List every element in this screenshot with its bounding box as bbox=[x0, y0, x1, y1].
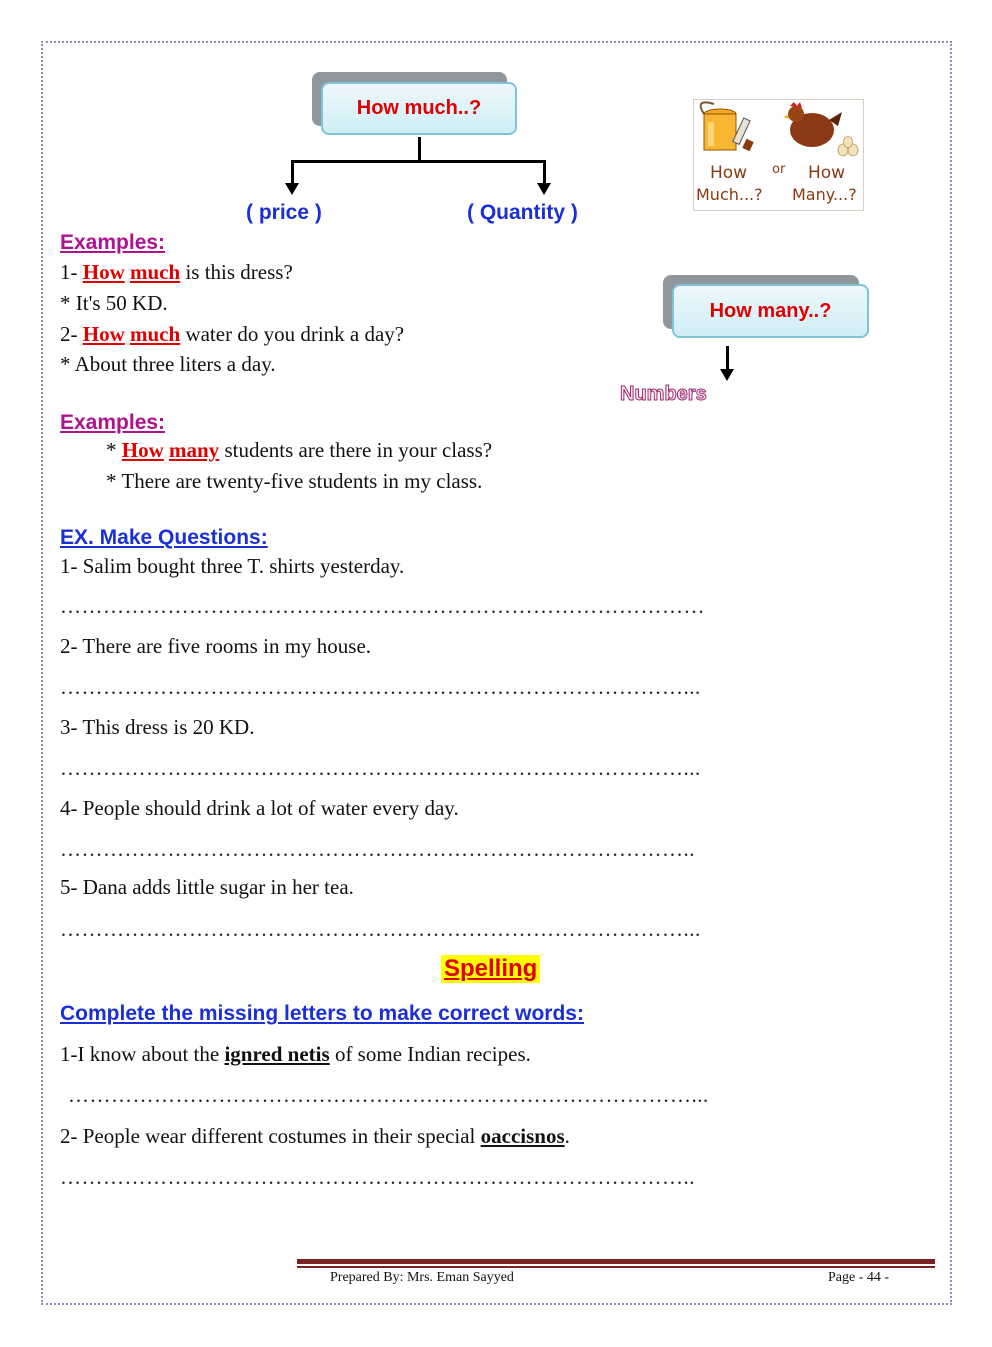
exercise-answer-line-5[interactable]: ……………………………………………………………………………... bbox=[60, 917, 701, 941]
spelling-q1-after: of some Indian recipes. bbox=[329, 1042, 531, 1066]
keyword-much: much bbox=[130, 322, 181, 346]
how-many-stem bbox=[726, 346, 729, 370]
keyword-much: much bbox=[130, 260, 181, 284]
scrambled-word-2: oaccisnos bbox=[480, 1124, 565, 1148]
example-line-1-rest: is this dress? bbox=[180, 260, 293, 284]
example-line-3-rest: water do you drink a day? bbox=[180, 322, 405, 346]
example-line-2: * It's 50 KD. bbox=[60, 291, 168, 315]
illustration-word-many: Many...? bbox=[792, 185, 857, 204]
illustration-graphic bbox=[694, 100, 864, 211]
footer-page-number: Page - 44 - bbox=[828, 1270, 890, 1285]
spelling-question-1 bbox=[60, 1041, 531, 1067]
scrambled-word-1: ignred netis bbox=[224, 1042, 330, 1066]
spelling-question-2 bbox=[60, 1123, 570, 1149]
footer-prepared-by: Prepared By: Mrs. Eman Sayyed bbox=[330, 1270, 514, 1285]
numbers-label: Numbers bbox=[620, 383, 707, 405]
example2-line-2: * There are twenty-five students in my class. bbox=[106, 469, 483, 493]
diagram-stem bbox=[418, 137, 421, 162]
exercise-answer-line-1[interactable]: ……………………………………………………………………………… bbox=[60, 594, 705, 618]
examples-heading-1: Examples: bbox=[60, 231, 166, 254]
example2-line-1 bbox=[106, 437, 492, 463]
example-line-3 bbox=[60, 321, 404, 347]
exercise-question-1: 1- Salim bought three T. shirts yesterday. bbox=[60, 554, 405, 578]
illustration-word-or: or bbox=[772, 162, 786, 177]
example-line-1 bbox=[60, 259, 293, 285]
spelling-instruction: Complete the missing letters to make correct words: bbox=[60, 1002, 584, 1025]
exercise-answer-line-2[interactable]: ……………………………………………………………………………... bbox=[60, 675, 701, 699]
illustration-word-much: Much...? bbox=[696, 185, 763, 204]
example2-line-1-rest: students are there in your class? bbox=[219, 438, 493, 462]
diagram-branch bbox=[291, 160, 546, 163]
quantity-label: ( Quantity ) bbox=[467, 201, 578, 224]
spelling-q1-before: 1-I know about the bbox=[60, 1042, 225, 1066]
how-many-box-label: How many..? bbox=[709, 299, 832, 322]
diagram-left-arrow bbox=[285, 183, 299, 195]
diagram-right-drop bbox=[543, 160, 546, 184]
page-border bbox=[41, 41, 952, 1305]
spelling-q2-before: 2- People wear different costumes in their special bbox=[60, 1124, 481, 1148]
spelling-title: Spelling bbox=[441, 955, 540, 983]
keyword-how: How bbox=[82, 260, 125, 284]
keyword-how: How bbox=[121, 438, 164, 462]
example-line-4: * About three liters a day. bbox=[60, 352, 276, 376]
exercise-question-2: 2- There are five rooms in my house. bbox=[60, 634, 372, 658]
illustration-word-how-1: How bbox=[710, 163, 748, 183]
exercise-question-5: 5- Dana adds little sugar in her tea. bbox=[60, 875, 354, 899]
exercise-answer-line-3[interactable]: ……………………………………………………………………………... bbox=[60, 756, 701, 780]
keyword-many: many bbox=[169, 438, 220, 462]
footer-rule-thin bbox=[297, 1266, 935, 1268]
exercise-question-3: 3- This dress is 20 KD. bbox=[60, 715, 255, 739]
price-label: ( price ) bbox=[246, 201, 322, 224]
how-many-arrow bbox=[720, 369, 734, 381]
example-line-3-prefix: 2- bbox=[60, 322, 83, 346]
illustration-word-how-2: How bbox=[808, 163, 846, 183]
how-much-box-label: How much..? bbox=[356, 97, 482, 119]
spelling-answer-line-2[interactable]: …………………………………………………………………………….. bbox=[60, 1165, 695, 1189]
examples-heading-2: Examples: bbox=[60, 411, 166, 434]
how-many-box bbox=[672, 284, 869, 338]
exercise-heading: EX. Make Questions: bbox=[60, 526, 268, 549]
spelling-q2-after: . bbox=[564, 1124, 570, 1148]
example2-line-1-prefix: * bbox=[106, 438, 122, 462]
exercise-answer-line-4[interactable]: …………………………………………………………………………….. bbox=[60, 837, 695, 861]
exercise-question-4: 4- People should drink a lot of water every day. bbox=[60, 796, 459, 820]
diagram-right-arrow bbox=[537, 183, 551, 195]
example-line-1-prefix: 1- bbox=[60, 260, 83, 284]
footer-rule-thick bbox=[297, 1259, 935, 1264]
how-much-box bbox=[321, 82, 517, 135]
keyword-how: How bbox=[82, 322, 125, 346]
spelling-answer-line-1[interactable]: ……………………………………………………………………………... bbox=[68, 1083, 709, 1107]
how-much-how-many-illustration bbox=[693, 99, 864, 211]
diagram-left-drop bbox=[291, 160, 294, 184]
